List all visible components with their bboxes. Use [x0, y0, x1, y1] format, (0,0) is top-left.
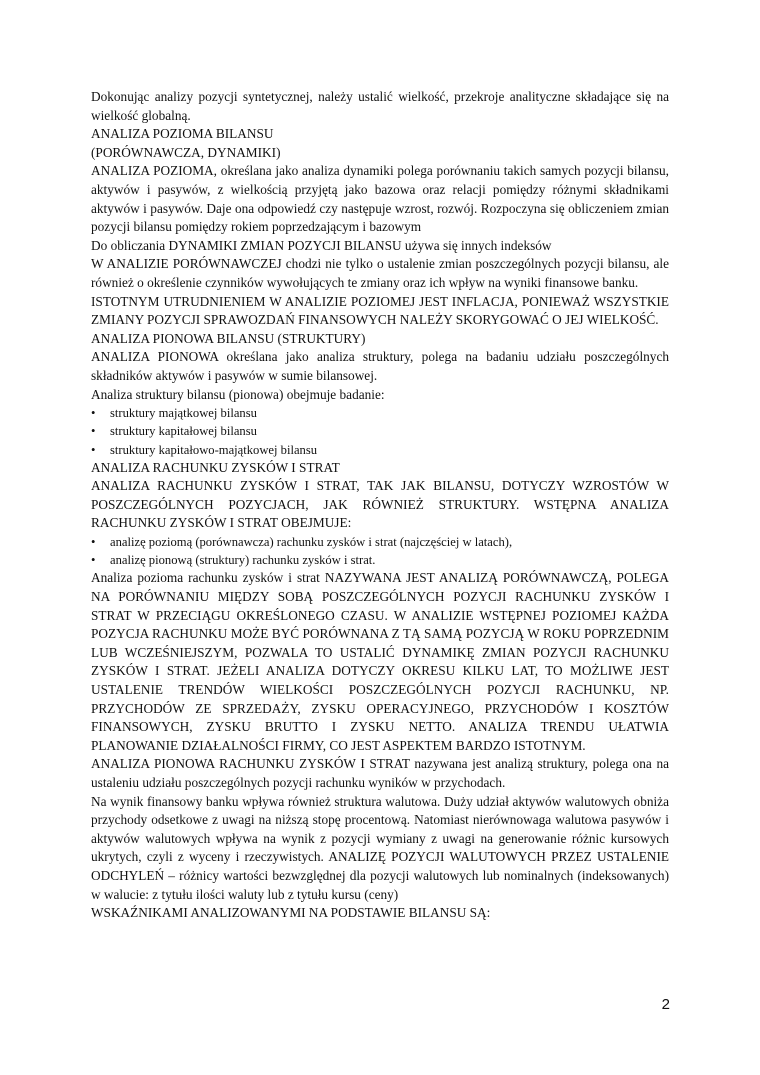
paragraph-income-statement: ANALIZA RACHUNKU ZYSKÓW I STRAT, TAK JAK BILANSU, DOTYCZY WZROSTÓW W POSZCZEGÓLNYCH POZYCJACH, JAK RÓWNIEŻ STRUKTURY. WSTĘPNA ANALIZA RACHUNKU ZYSKÓW I STRAT OBEJMUJE:: [91, 478, 669, 531]
list-item: • analizę poziomą (porównawcza) rachunku zysków i strat (najczęściej w latach),: [91, 533, 669, 551]
paragraph-comparative-analysis: W ANALIZIE PORÓWNAWCZEJ chodzi nie tylko o ustalenie zmian poszczególnych pozycji bilansu, ale również o określenie czynników wywołujących te zmiany oraz ich wpływ na wyniki finansowe banku.: [91, 256, 669, 290]
paragraph-horizontal-definition: ANALIZA POZIOMA, określana jako analiza dynamiki polega porównaniu takich samych pozycji bilansu, aktywów i pasywów, z wielkością przyjętą jako bazowa oraz relacji pomiędzy różnymi składnikami aktywów i pasywów. Daje ona odpowiedź czy następuje wzrost, rozwój. Rozpoczyna się obliczeniem zmian pozycji bilansu pomiędzy rokiem poprzedzającym i bazowym: [91, 163, 669, 235]
paragraph-income-vertical: ANALIZA PIONOWA RACHUNKU ZYSKÓW I STRAT nazywana jest analizą struktury, polega ona na ustaleniu udziału poszczególnych pozycji rachunku wyników w przychodach.: [91, 756, 669, 791]
list-item: • struktury kapitałowej bilansu: [91, 422, 669, 440]
paragraph-income-horizontal: Analiza pozioma rachunku zysków i strat NAZYWANA JEST ANALIZĄ PORÓWNAWCZĄ, POLEGA NA PORÓWNANIU MIĘDZY SOBĄ POSZCZEGÓLNYCH POZYCJI RACHUNKU ZYSKÓW I STRAT W PRZECIĄGU OKREŚLONEGO CZASU. W ANALIZIE WSTĘPNEJ POZIOMEJ KAŻDA POZYCJA RACHUNKU MOŻE BYĆ PORÓWNANA Z TĄ SAMĄ POZYCJĄ W ROKU POPRZEDNIM LUB WCZEŚNIEJSZYM, POZWALA TO USTALIĆ DYNAMIKĘ ZMIAN POZYCJI RACHUNKU ZYSKÓW I STRAT. JEŻELI ANALIZA DOTYCZY OKRESU KILKU LAT, TO MOŻLIWE JEST USTALENIE TRENDÓW WIELKOŚCI POSZCZEGÓLNYCH POZYCJI RACHUNKU, NP. PRZYCHODÓW ZE SPRZEDAŻY, ZYSKU OPERACYJNEGO, PRZYCHODÓW I KOSZTÓW FINANSOWYCH, ZYSKU BRUTTO I ZYSKU NETTO. ANALIZA TRENDU UŁATWIA PLANOWANIE DZIAŁALNOŚCI FIRMY, CO JEST ASPEKTEM BARDZO ISTOTNYM.: [91, 570, 669, 753]
paragraph-currency-structure: Na wynik finansowy banku wpływa również struktura walutowa. Duży udział aktywów walutowych obniża przychody odsetkowe z uwagi na niższą stopę procentową. Natomiast nierównowaga walutowa pasywów i aktywów walutowych wpływa na wynik z pozycji wymiany z uwagi na generowanie różnic kursowych ukrytych, czyli z wyceny i rzeczywistych. ANALIZĘ POZYCJI WALUTOWYCH PRZEZ USTALENIE ODCHYLEŃ – różnicy wartości bezwzględnej dla pozycji walutowych lub nominalnych (indeksowanych) w walucie: z tytułu ilości waluty lub z tytułu kursu (ceny): [91, 793, 669, 902]
bullet-list-income-analysis: [91, 533, 669, 569]
paragraph-structure-scope: Analiza struktury bilansu (pionowa) obejmuje badanie:: [91, 386, 385, 402]
paragraph-vertical-definition: ANALIZA PIONOWA określana jako analiza struktury, polega na badaniu udziału poszczególnych składników aktywów i pasywów w sumie bilansowej.: [91, 349, 669, 383]
paragraph-intro: Dokonując analizy pozycji syntetycznej, należy ustalić wielkość, przekroje analityczne składające się na wielkość globalną.: [91, 89, 669, 123]
heading-horizontal-analysis: ANALIZA POZIOMA BILANSU: [91, 126, 274, 142]
list-item: • struktury majątkowej bilansu: [91, 404, 669, 422]
heading-vertical-analysis: ANALIZA PIONOWA BILANSU (STRUKTURY): [91, 330, 366, 346]
bullet-list-structure: [91, 404, 669, 459]
paragraph-balance-indicators: WSKAŹNIKAMI ANALIZOWANYMI NA PODSTAWIE BILANSU SĄ:: [91, 905, 491, 921]
document-body: [91, 88, 669, 923]
heading-income-statement: ANALIZA RACHUNKU ZYSKÓW I STRAT: [91, 459, 340, 475]
list-item: • struktury kapitałowo-majątkowej bilansu: [91, 441, 669, 459]
paragraph-inflation: ISTOTNYM UTRUDNIENIEM W ANALIZIE POZIOMEJ JEST INFLACJA, PONIEWAŻ WSZYSTKIE ZMIANY POZYCJI SPRAWOZDAŃ FINANSOWYCH NALEŻY SKORYGOWAĆ O JEJ WIELKOŚĆ.: [91, 293, 669, 328]
page-number: 2: [661, 996, 670, 1013]
list-item: • analizę pionową (struktury) rachunku zysków i strat.: [91, 551, 669, 569]
subheading-horizontal-analysis: (PORÓWNAWCZA, DYNAMIKI): [91, 144, 281, 160]
paragraph-dynamics-indices: Do obliczania DYNAMIKI ZMIAN POZYCJI BILANSU używa się innych indeksów: [91, 237, 552, 253]
